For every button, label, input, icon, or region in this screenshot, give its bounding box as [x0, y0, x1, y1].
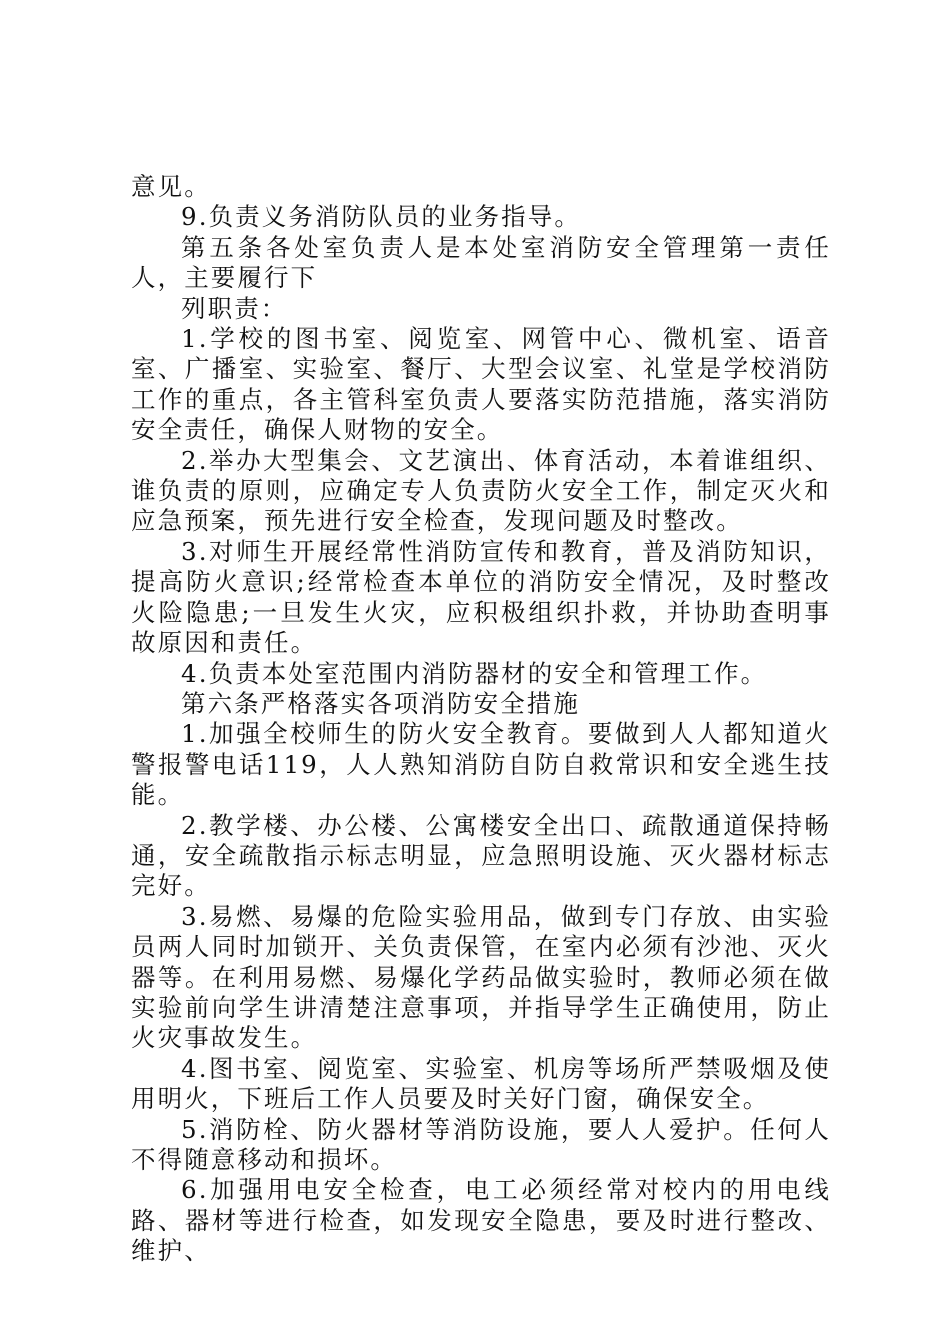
paragraph-duty-1: 1.学校的图书室、阅览室、网管中心、微机室、语音室、广播室、实验室、餐厅、大型会议室、礼堂是学校消防工作的重点，各主管科室负责人要落实防范措施，落实消防安全责任，确保人财物的安全。 — [131, 324, 831, 445]
paragraph-article-5-cont: 列职责： — [181, 293, 288, 323]
paragraph-measure-3: 3.易燃、易爆的危险实验用品，做到专门存放、由实验员两人同时加锁开、关负责保管，在室内必须有沙池、灭火器等。在利用易燃、易爆化学药品做实验时，教师必须在做实验前向学生讲清楚注意事项，并指导学生正确使用，防止火灾事故发生。 — [131, 901, 831, 1053]
paragraph-continuation: 意见。 — [131, 172, 211, 201]
paragraph-measure-1: 1.加强全校师生的防火安全教育。要做到人人都知道火警报警电话119，人人熟知消防自防自救常识和安全逃生技能。 — [131, 719, 831, 810]
paragraph-article-5: 第五条各处室负责人是本处室消防安全管理第一责任人，主要履行下 — [131, 232, 831, 293]
paragraph-measure-6: 6.加强用电安全检查，电工必须经常对校内的用电线路、器材等进行检查，如发现安全隐患，要及时进行整改、维护、 — [131, 1175, 831, 1266]
paragraph-duty-2: 2.举办大型集会、文艺演出、体育活动，本着谁组织、谁负责的原则，应确定专人负责防火安全工作，制定灭火和应急预案，预先进行安全检查，发现问题及时整改。 — [131, 445, 831, 536]
paragraph-item-9: 9.负责义务消防队员的业务指导。 — [181, 202, 581, 232]
paragraph-measure-4: 4.图书室、阅览室、实验室、机房等场所严禁吸烟及使用明火，下班后工作人员要及时关好门窗，确保安全。 — [131, 1053, 831, 1114]
paragraph-duty-3: 3.对师生开展经常性消防宣传和教育，普及消防知识，提高防火意识;经常检查本单位的消防安全情况，及时整改火险隐患;一旦发生火灾，应积极组织扑救，并协助查明事故原因和责任。 — [131, 536, 831, 658]
paragraph-measure-2: 2.教学楼、办公楼、公寓楼安全出口、疏散通道保持畅通，安全疏散指示标志明显，应急照明设施、灭火器材标志完好。 — [131, 810, 831, 901]
paragraph-article-6: 第六条严格落实各项消防安全措施 — [181, 688, 580, 718]
document-body — [131, 172, 831, 1267]
paragraph-duty-4: 4.负责本处室范围内消防器材的安全和管理工作。 — [181, 658, 768, 688]
paragraph-measure-5: 5.消防栓、防火器材等消防设施，要人人爱护。任何人不得随意移动和损坏。 — [131, 1114, 831, 1174]
